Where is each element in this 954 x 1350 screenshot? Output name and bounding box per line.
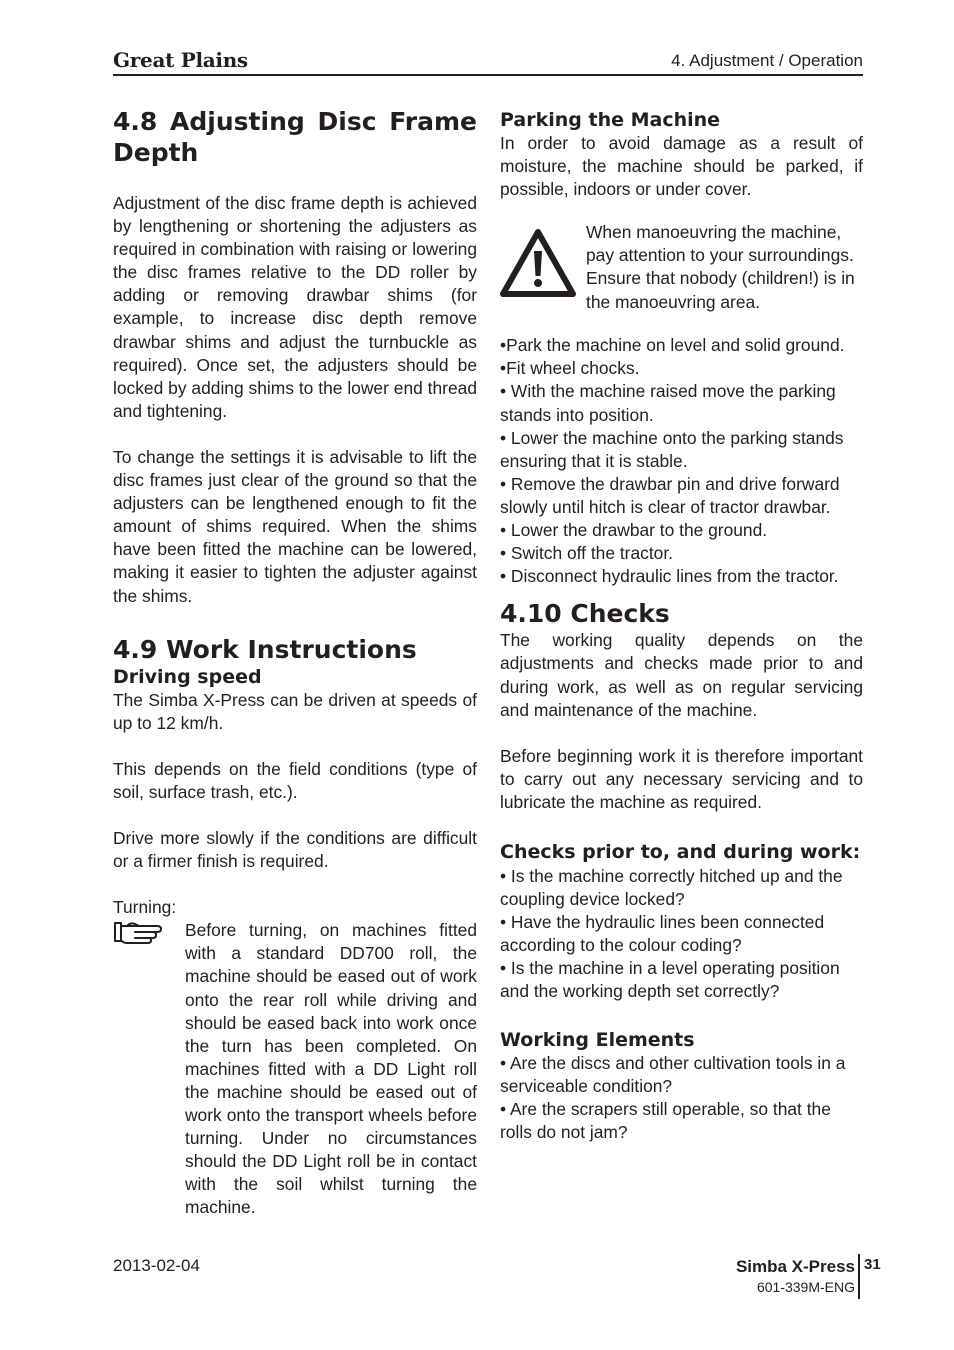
warning-triangle-icon: [500, 229, 576, 302]
turning-note: [113, 919, 477, 1219]
right-column: [500, 108, 863, 1144]
elements-list: [500, 1052, 863, 1144]
list-item: •Fit wheel chocks.: [500, 358, 640, 379]
heading-4-8: 4.8 Adjusting Disc Frame Depth: [113, 107, 477, 167]
paragraph-parking: In order to avoid damage as a result of moisture, the machine should be parked, if possible, indoors or under cover.: [500, 133, 863, 200]
paragraph-checks-1: The working quality depends on the adjustments and checks made prior to and during work, as well as on regular servicing and maintenance of the machine.: [500, 630, 863, 720]
parking-steps: [500, 334, 863, 588]
list-item: • Are the scrapers still operable, so that the rolls do not jam?: [500, 1098, 831, 1142]
left-column: [113, 106, 477, 1219]
heading-working-elements: Working Elements: [500, 1028, 695, 1051]
warning-box: [500, 221, 863, 313]
footer-divider: [858, 1254, 860, 1299]
list-item: • Switch off the tractor.: [500, 543, 673, 564]
list-item: • Lower the drawbar to the ground.: [500, 520, 768, 541]
warning-text: When manoeuvring the machine, pay attention to your surroundings. Ensure that nobody (children!) is in the manoeuvring area.: [586, 222, 855, 312]
paragraph-checks-2: Before beginning work it is therefore important to carry out any necessary servicing and to lubricate the machine as required.: [500, 745, 863, 812]
pointing-hand-icon: [113, 919, 165, 950]
list-item: • Is the machine correctly hitched up and the coupling device locked?: [500, 865, 843, 910]
list-item: •Park the machine on level and solid ground.: [500, 335, 845, 356]
brand-logo: Great Plains: [113, 48, 248, 72]
list-item: • Disconnect hydraulic lines from the tractor.: [500, 566, 839, 587]
heading-driving-speed: Driving speed: [113, 665, 262, 688]
list-item: • Remove the drawbar pin and drive forward slowly until hitch is clear of tractor drawbar.: [500, 473, 840, 517]
heading-parking: Parking the Machine: [500, 109, 721, 131]
list-item: • Is the machine in a level operating position and the working depth set correctly?: [500, 958, 840, 1002]
list-item: • With the machine raised move the parking stands into position.: [500, 381, 836, 425]
list-item: • Are the discs and other cultivation tools in a serviceable condition?: [500, 1052, 846, 1096]
paragraph-speed-1: The Simba X-Press can be driven at speeds of up to 12 km/h.: [113, 689, 477, 733]
footer-doc-number: 601-339M-ENG: [756, 1279, 855, 1295]
heading-4-9: 4.9 Work Instructions: [113, 634, 417, 664]
footer-product: Simba X-Press: [735, 1257, 855, 1276]
paragraph-disc-depth-2: To change the settings it is advisable to lift the disc frames just clear of the ground so that the adjusters can be lengthened enough to fit the amount of shims required. When the shims have been fitted the machine can be lowered, making it easier to tighten the adjuster against the shims.: [113, 446, 477, 606]
turning-label: Turning:: [113, 897, 177, 918]
section-heading: 4. Adjustment / Operation: [671, 51, 863, 70]
turning-note-text: Before turning, on machines fitted with a standard DD700 roll, the machine should be eased out of work onto the rear roll while driving and should be eased back into work once the turn has been completed. On machines fitted with a DD Light roll the machine should be eased out of work onto the transport wheels before turning. Under no circumstances should the DD Light roll be in contact with the soil whilst turning the machine.: [185, 920, 477, 1218]
heading-4-10: 4.10 Checks: [500, 599, 670, 629]
list-item: • Have the hydraulic lines been connected according to the colour coding?: [500, 912, 825, 956]
list-item: • Lower the machine onto the parking stands ensuring that it is stable.: [500, 427, 844, 471]
footer-date: 2013-02-04: [113, 1256, 200, 1275]
header-divider: [113, 74, 863, 76]
heading-checks-prior: Checks prior to, and during work:: [500, 840, 861, 863]
paragraph-speed-3: Drive more slowly if the conditions are difficult or a firmer finish is required.: [113, 827, 477, 872]
paragraph-speed-2: This depends on the field conditions (type of soil, surface trash, etc.).: [113, 758, 477, 802]
paragraph-disc-depth-1: Adjustment of the disc frame depth is achieved by lengthening or shortening the adjusters as required in combination with raising or lowering the disc frames relative to the DD roller by adding or removing drawbar shims (for example, to increase disc depth remove drawbar shims and adjust the turnbuckle as required). Once set, the adjusters should be locked by adding shims to the lower end thread and tightening.: [113, 193, 477, 421]
checks-list: [500, 865, 863, 1004]
page-number: 31: [864, 1256, 881, 1273]
